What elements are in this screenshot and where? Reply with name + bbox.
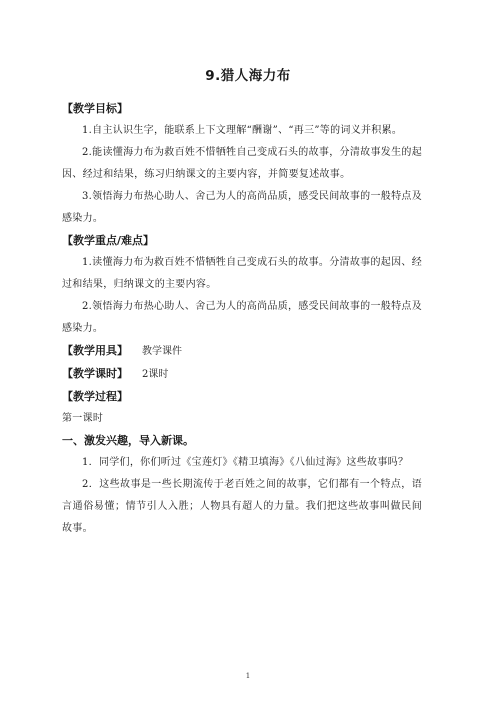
- key-point-item: 2.领悟海力布热心助人、舍己为人的高尚品质，感受民间故事的一般特点及感染力。: [62, 301, 422, 334]
- periods-row: [62, 363, 422, 386]
- lesson-label: 第一课时: [62, 413, 104, 424]
- tools-label: 【教学用具】: [62, 344, 128, 357]
- document-body: [62, 98, 422, 540]
- objective-item: 3.领悟海力布热心助人、舍己为人的高尚品质，感受民间故事的一般特点及感染力。: [62, 191, 422, 224]
- tools-value: 教学课件: [142, 346, 182, 357]
- objective-item: 2.能读懂海力布为救百姓不惜牺牲自己变成石头的故事，分清故事发生的起因、经过和结果，练习归纳课文的主要内容，并简要复述故事。: [62, 147, 422, 180]
- page-number: 1: [245, 672, 251, 680]
- tools-row: [62, 340, 422, 363]
- objectives-heading: 【教学目标】: [62, 102, 128, 115]
- document-title: 9.猎人海力布: [205, 68, 291, 84]
- process-item: 2．这些故事是一些长期流传于老百姓之间的故事，它们都有一个特点，语言通俗易懂；情节引人入胜；人物具有超人的力量。我们把这些故事叫做民间故事。: [62, 479, 422, 534]
- process-heading: 【教学过程】: [62, 390, 128, 403]
- key-point-item: 1.读懂海力布为救百姓不惜牺牲自己变成石头的故事。分清故事的起因、经过和结果，归纳课文的主要内容。: [62, 257, 422, 290]
- key-points-heading: 【教学重点/难点】: [62, 234, 155, 247]
- section-title: 一、激发兴趣，导入新课。: [62, 434, 194, 447]
- process-item: 1．同学们，你们听过《宝莲灯》《精卫填海》《八仙过海》这些故事吗？: [82, 457, 409, 468]
- periods-label: 【教学课时】: [62, 367, 128, 380]
- periods-value: 2课时: [142, 369, 169, 380]
- objective-item: 1.自主认识生字，能联系上下文理解“酬谢”、“再三”等的词义并积累。: [82, 125, 403, 136]
